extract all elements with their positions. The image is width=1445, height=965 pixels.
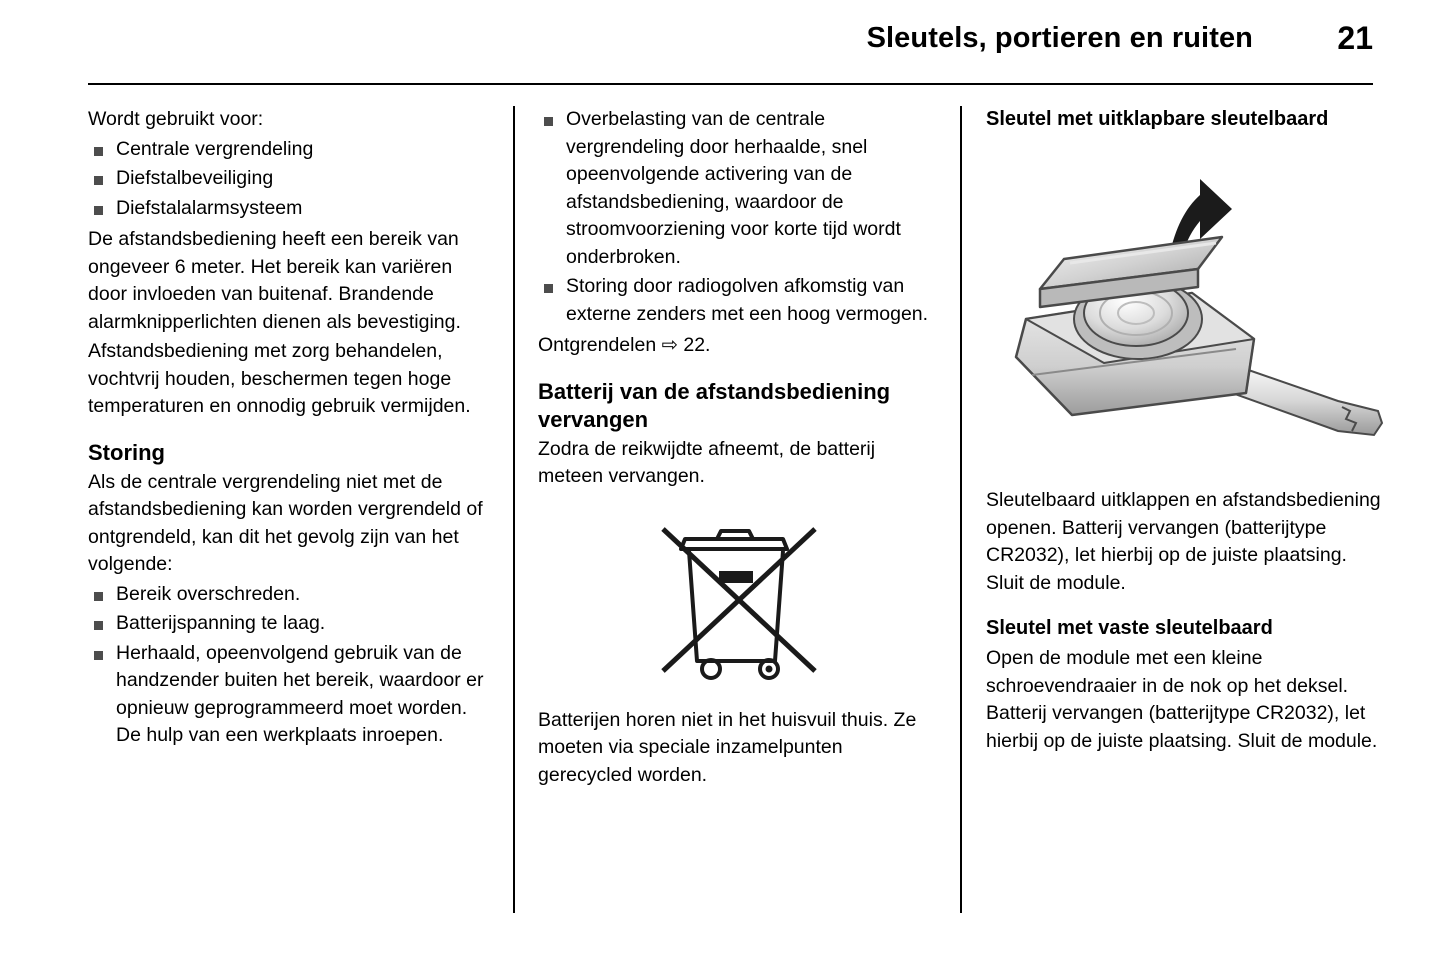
list-item: Centrale vergrendeling [88,136,488,164]
list-item: Batterijspanning te laag. [88,610,488,638]
header-divider [88,83,1373,85]
flip-key-illustration [986,143,1386,473]
page-columns [88,106,1381,913]
section-heading-storing: Storing [88,439,165,465]
column-divider-2 [960,106,962,913]
column-2 [538,106,938,913]
column-1 [88,106,488,913]
storing-paragraph: Als de centrale vergrendeling niet met de afstandsbediening kan worden vergrendeld of ontgrendeld, kan dit het gevolg zijn van het volgende: [88,470,483,575]
crossed-out-wheelie-bin-icon [633,503,843,693]
list-item: Herhaald, opeenvolgend gebruik van de handzender buiten het bereik, waardoor er opnieuw geprogrammeerd moet worden. De hulp van een werkplaats inroepen. [88,640,488,750]
column-3 [986,106,1386,913]
list-item: Diefstalbeveiliging [88,165,488,193]
section-heading-fixed-key: Sleutel met vaste sleutelbaard [986,617,1273,639]
causes-list-continued [538,106,938,328]
battery-paragraph: Zodra de reikwijdte afneemt, de batterij meteen vervangen. [538,437,876,487]
column-divider-1 [513,106,515,913]
range-paragraph: De afstandsbediening heeft een bereik van ongeveer 6 meter. Het bereik kan variëren door invloeden van buitenaf. Brandende alarmknipperlichten dienen als bevestiging. [88,228,461,333]
disposal-paragraph: Batterijen horen niet in het huisvuil thuis. Ze moeten via speciale inzamelpunten gerecycled worden. [538,708,917,786]
page-number: 21 [1337,20,1373,56]
list-item: Overbelasting van de centrale vergrendeling door herhaalde, snel opeenvolgende activering van de afstandsbediening, waardoor de stroomvoorziening voor korte tijd wordt onderbroken. [538,106,938,271]
page-title: Sleutels, portieren en ruiten [866,22,1253,54]
flip-key-paragraph: Sleutelbaard uitklappen en afstandsbediening openen. Batterij vervangen (batterijtype CR2032), let hierbij op de juiste plaatsing. Sluit de module. [986,489,1381,594]
crossref-text[interactable]: Ontgrendelen ⇨ 22. [538,334,711,356]
causes-list [88,581,488,750]
page-header [88,22,1373,80]
section-heading-flip-key: Sleutel met uitklapbare sleutelbaard [986,108,1329,130]
intro-text: Wordt gebruikt voor: [88,108,264,130]
uses-list [88,136,488,223]
list-item: Storing door radiogolven afkomstig van externe zenders met een hoog vermogen. [538,273,938,328]
care-paragraph: Afstandsbediening met zorg behandelen, vochtvrij houden, beschermen tegen hoge temperaturen en onnodig gebruik vermijden. [88,340,471,417]
fixed-key-paragraph: Open de module met een kleine schroevendraaier in de nok op het deksel. Batterij vervangen (batterijtype CR2032), let hierbij op de juiste plaatsing. Sluit de module. [986,647,1378,752]
list-item: Bereik overschreden. [88,581,488,609]
list-item: Diefstalalarmsysteem [88,195,488,223]
section-heading-battery: Batterij van de afstandsbediening vervangen [538,378,891,432]
